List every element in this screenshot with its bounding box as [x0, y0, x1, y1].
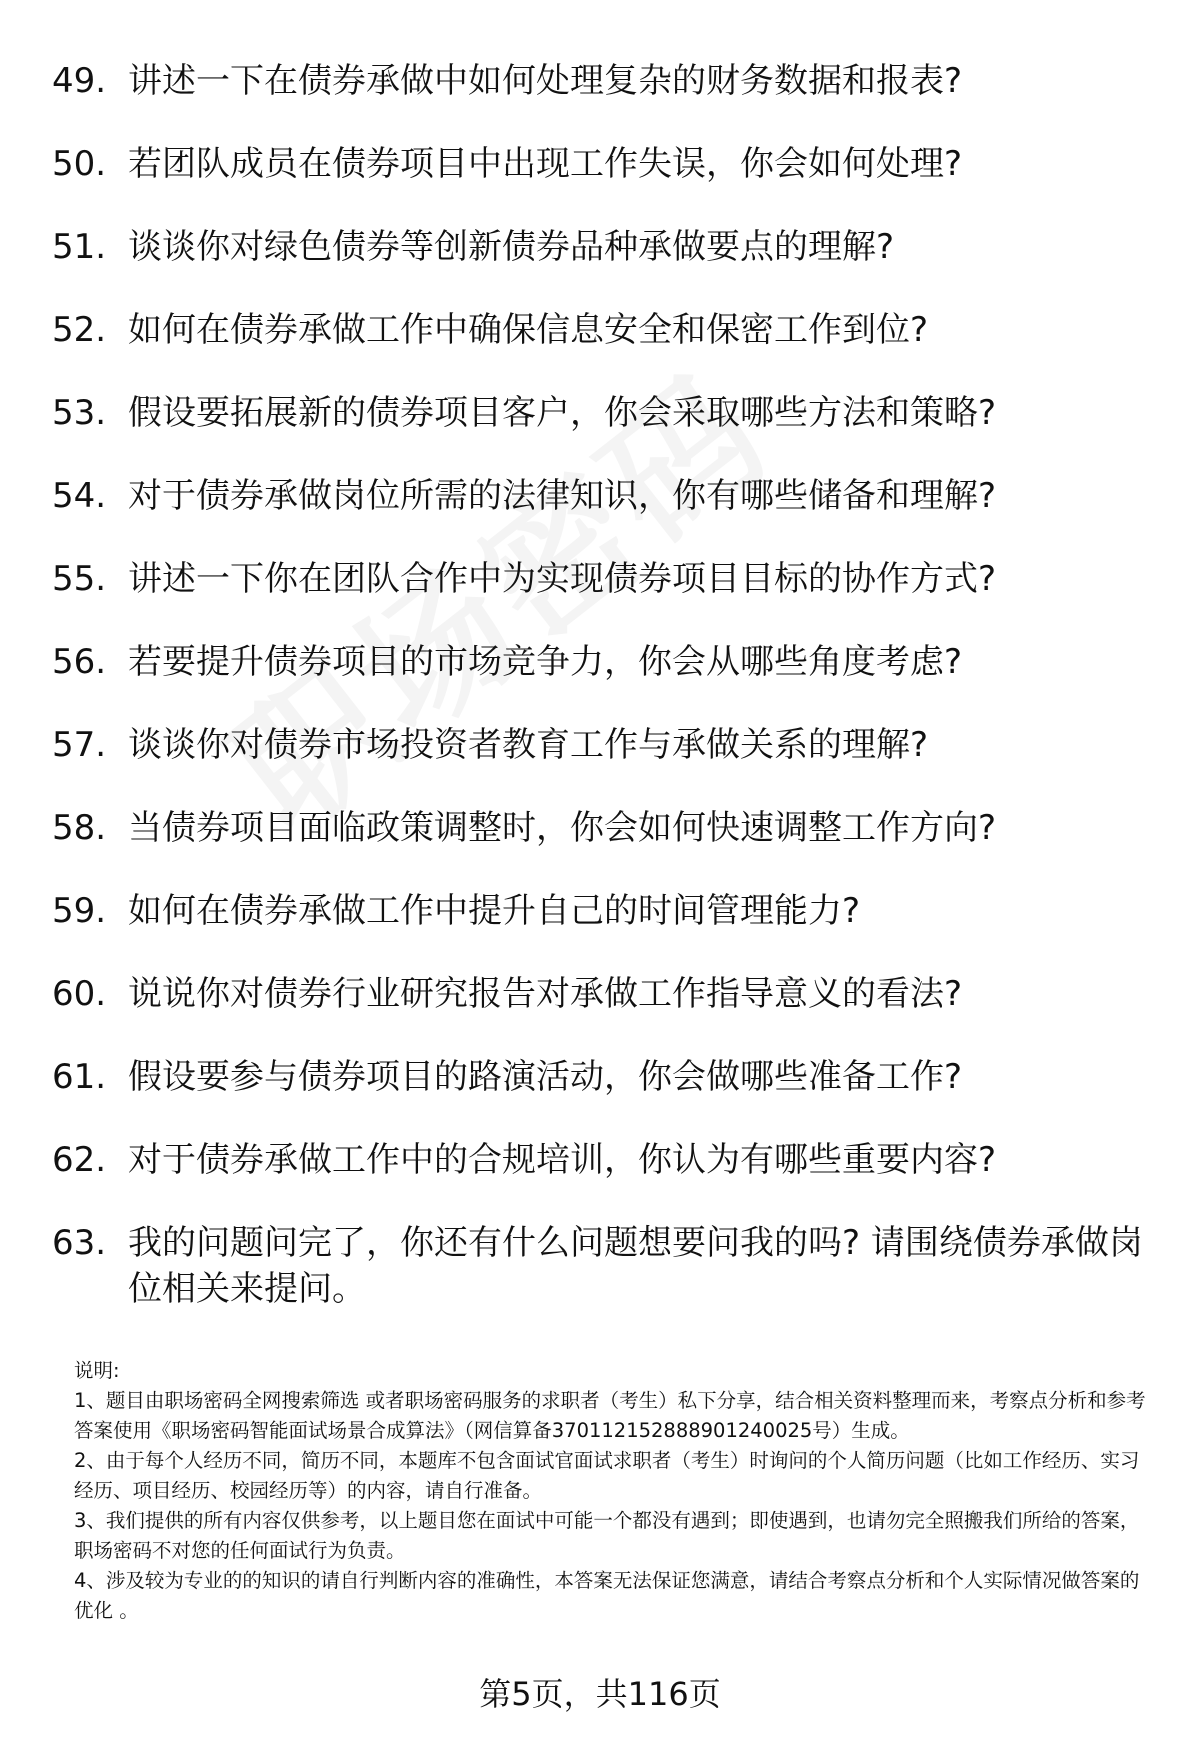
- note-item: 1、题目由职场密码全网搜索筛选 或者职场密码服务的求职者（考生）私下分享，结合相关资料整理而来，考察点分析和参考答案使用《职场密码智能面试场景合成算法》（网信算备370112152888901240025号）生成。: [74, 1389, 1146, 1442]
- page-number-label: 第5页，共116页: [479, 1675, 721, 1713]
- question-item: [52, 307, 1162, 353]
- question-text: 假设要拓展新的债券项目客户，你会采取哪些方法和策略?: [128, 393, 997, 433]
- question-number: 58.: [52, 808, 107, 848]
- question-item: [52, 141, 1162, 187]
- question-text: 我的问题问完了，你还有什么问题想要问我的吗? 请围绕债券承做岗位相关来提问。: [128, 1223, 1143, 1309]
- question-number: 62.: [52, 1140, 107, 1180]
- question-text: 如何在债券承做工作中确保信息安全和保密工作到位?: [128, 310, 929, 350]
- question-item: [52, 1137, 1162, 1183]
- question-text: 对于债券承做岗位所需的法律知识，你有哪些储备和理解?: [128, 476, 997, 516]
- question-item: [52, 58, 1162, 104]
- question-number: 50.: [52, 144, 107, 184]
- question-item: [52, 1054, 1162, 1100]
- question-item: [52, 1220, 1162, 1312]
- question-text: 对于债券承做工作中的合规培训，你认为有哪些重要内容?: [128, 1140, 997, 1180]
- question-number: 54.: [52, 476, 107, 516]
- question-number: 49.: [52, 61, 107, 101]
- question-text: 讲述一下在债券承做中如何处理复杂的财务数据和报表?: [128, 61, 963, 101]
- question-list: [52, 58, 1162, 1349]
- question-item: [52, 639, 1162, 685]
- question-item: [52, 805, 1162, 851]
- question-text: 谈谈你对债券市场投资者教育工作与承做关系的理解?: [128, 725, 929, 765]
- question-number: 55.: [52, 559, 107, 599]
- question-number: 52.: [52, 310, 107, 350]
- question-item: [52, 888, 1162, 934]
- note-item: 3、我们提供的所有内容仅供参考，以上题目您在面试中可能一个都没有遇到；即使遇到，也请勿完全照搬我们所给的答案，职场密码不对您的任何面试行为负责。: [74, 1509, 1140, 1562]
- question-text: 若团队成员在债券项目中出现工作失误，你会如何处理?: [128, 144, 963, 184]
- question-number: 56.: [52, 642, 107, 682]
- question-number: 57.: [52, 725, 107, 765]
- question-text: 当债券项目面临政策调整时，你会如何快速调整工作方向?: [128, 808, 997, 848]
- question-item: [52, 971, 1162, 1017]
- question-number: 63.: [52, 1223, 107, 1263]
- question-item: [52, 556, 1162, 602]
- question-text: 如何在债券承做工作中提升自己的时间管理能力?: [128, 891, 861, 931]
- question-text: 假设要参与债券项目的路演活动，你会做哪些准备工作?: [128, 1057, 963, 1097]
- question-text: 若要提升债券项目的市场竞争力，你会从哪些角度考虑?: [128, 642, 963, 682]
- note-item: 4、涉及较为专业的的知识的请自行判断内容的准确性，本答案无法保证您满意，请结合考察点分析和个人实际情况做答案的优化 。: [74, 1569, 1140, 1622]
- page-footer: [0, 1672, 1200, 1716]
- question-text: 讲述一下你在团队合作中为实现债券项目目标的协作方式?: [128, 559, 997, 599]
- notes-title: 说明:: [74, 1359, 120, 1382]
- question-number: 61.: [52, 1057, 107, 1097]
- question-text: 说说你对债券行业研究报告对承做工作指导意义的看法?: [128, 974, 963, 1014]
- question-number: 59.: [52, 891, 107, 931]
- question-number: 53.: [52, 393, 107, 433]
- question-number: 51.: [52, 227, 107, 267]
- question-text: 谈谈你对绿色债券等创新债券品种承做要点的理解?: [128, 227, 895, 267]
- question-item: [52, 390, 1162, 436]
- question-item: [52, 722, 1162, 768]
- question-number: 60.: [52, 974, 107, 1014]
- note-item: 2、由于每个人经历不同，简历不同，本题库不包含面试官面试求职者（考生）时询问的个人简历问题（比如工作经历、实习经历、项目经历、校园经历等）的内容，请自行准备。: [74, 1449, 1140, 1502]
- notes-section: [74, 1356, 1154, 1626]
- question-item: [52, 224, 1162, 270]
- question-item: [52, 473, 1162, 519]
